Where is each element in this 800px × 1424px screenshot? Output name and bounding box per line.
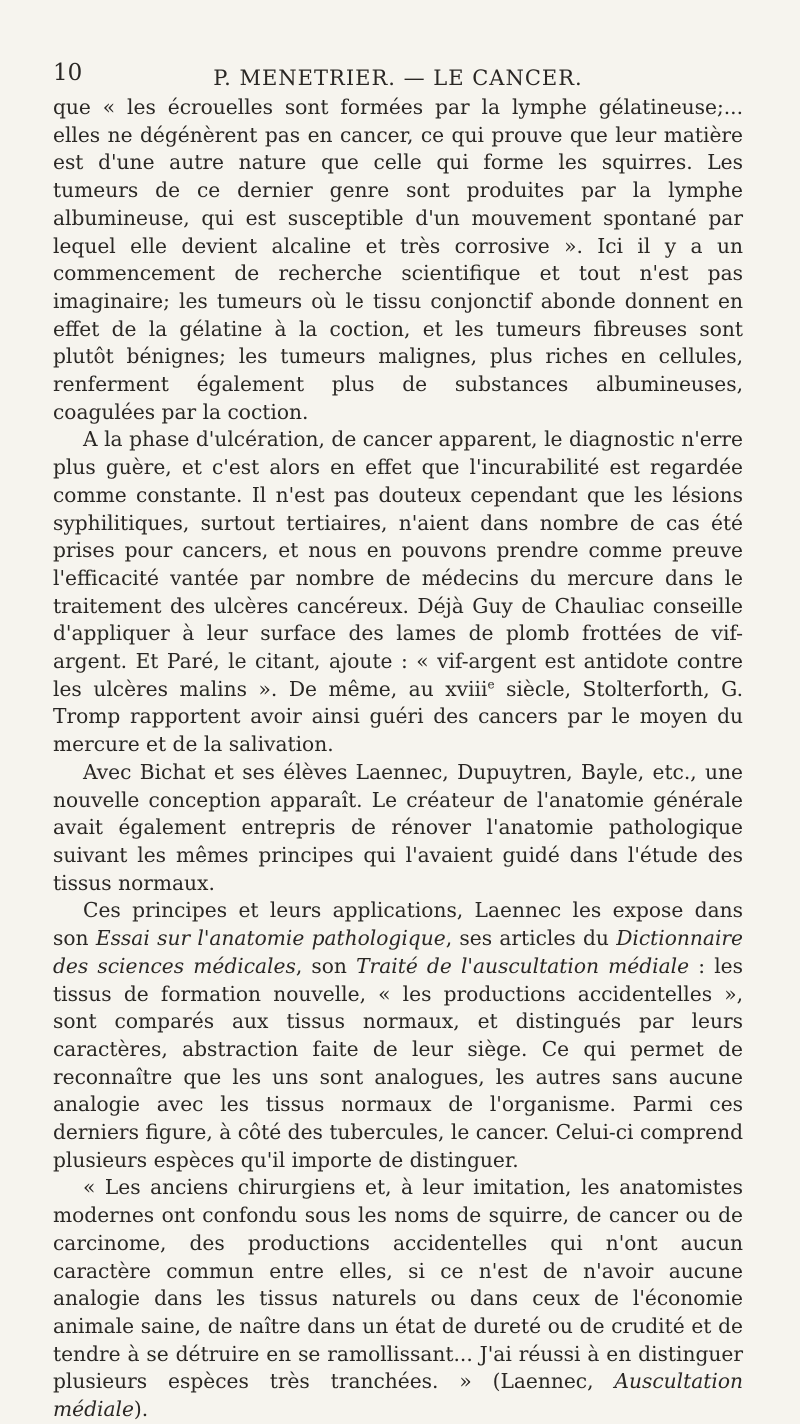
page-number: 10 xyxy=(53,60,83,86)
paragraph-5-quote xyxy=(53,1174,743,1423)
paragraph-4 xyxy=(53,897,743,1174)
quote-citation: Auscultation médiale xyxy=(53,1369,743,1422)
paragraph-4-mid1: , ses articles du xyxy=(445,926,617,951)
title-traite: Traité de l'auscultation médiale xyxy=(356,953,690,978)
quote-text: « Les anciens chirurgiens et, à leur imitation, les anatomistes modernes ont confondu sous les noms de squirre, de cancer ou de carcinome, des productions accidentelles qui n'ont aucun caractère commun entre elles, si ce n'est de n'avoir aucune analogie dans les tissus naturels ou dans ceux de l'économie animale saine, de naître dans un état de dureté ou de crudité et de tendre à se détruire en se ramollissant... J'ai réussi à en distinguer plusieurs espèces très tranchées. » (Laennec, xyxy=(53,1175,743,1394)
body-text xyxy=(53,94,743,1424)
paragraph-2-text: A la phase d'ulcération, de cancer apparent, le diagnostic n'erre plus guère, et c'est alors en effet que l'incurabilité est regardée comme constante. Il n'est pas douteux cependant que les lésions syphilitiques, surtout tertiaires, n'aient dans nombre de cas été prises pour cancers, et nous en pouvons prendre comme preuve l'efficacité vantée par nombre de médecins du mercure dans le traitement des ulcères cancéreux. Déjà Guy de Chauliac conseille d'appliquer à leur surface des lames de plomb frottées de vif-argent. Et Paré, le citant, ajoute : « vif-argent est antidote contre les ulcères malins ». De même, au xyxy=(53,427,743,701)
quote-citation-end: ). xyxy=(133,1397,149,1422)
page-header xyxy=(53,56,743,90)
title-essai: Essai sur l'anatomie pathologique xyxy=(95,926,446,951)
running-head: P. MENETRIER. — LE CANCER. xyxy=(213,66,583,90)
paragraph-4-mid2: , son xyxy=(295,953,357,978)
century-numeral: xviii xyxy=(445,676,488,701)
paragraph-4-post: : les tissus de formation nouvelle, « les productions accidentelles », sont comparés aux tissus normaux, et distingués par leurs caractères, abstraction faite de leur siège. Ce qui permet de reconnaître que les uns sont analogues, les autres sans aucune analogie avec les tissus normaux de l'organisme. Parmi ces derniers figure, à côté des tubercules, le cancer. Celui-ci comprend plusieurs espèces qu'il importe de distinguer. xyxy=(53,953,743,1172)
century-superscript: e xyxy=(487,677,495,692)
paragraph-2-rest: siècle, Stolterforth, G. Tromp rapportent avoir ainsi guéri des cancers par le moyen du mercure et de la salivation. xyxy=(53,676,743,757)
paragraph-1: que « les écrouelles sont formées par la lymphe gélatineuse;... elles ne dégénèrent pas en cancer, ce qui prouve que leur matière est d'une autre nature que celle qui forme les squirres. Les tumeurs de ce dernier genre sont produites par la lymphe albumineuse, qui est susceptible d'un mouvement spontané par lequel elle devient alcaline et très corrosive ». Ici il y a un commencement de recherche scientifique et tout n'est pas imaginaire; les tumeurs où le tissu conjonctif abonde donnent en effet de la gélatine à la coction, et les tumeurs fibreuses sont plutôt bénignes; les tumeurs malignes, plus riches en cellules, renferment également plus de substances albumineuses, coagulées par la coction. xyxy=(53,95,743,424)
paragraph-4-pre: Ces principes et leurs applications, Laennec les expose dans son xyxy=(53,898,743,951)
paragraph-3: Avec Bichat et ses élèves Laennec, Dupuytren, Bayle, etc., une nouvelle conception apparaît. Le créateur de l'anatomie générale avait également entrepris de rénover l'anatomie pathologique suivant les mêmes principes qui l'avaient guidé dans l'étude des tissus normaux. xyxy=(53,759,743,895)
title-dictionnaire: Dictionnaire des sciences médicales xyxy=(53,926,743,978)
paragraph-2 xyxy=(53,426,743,758)
